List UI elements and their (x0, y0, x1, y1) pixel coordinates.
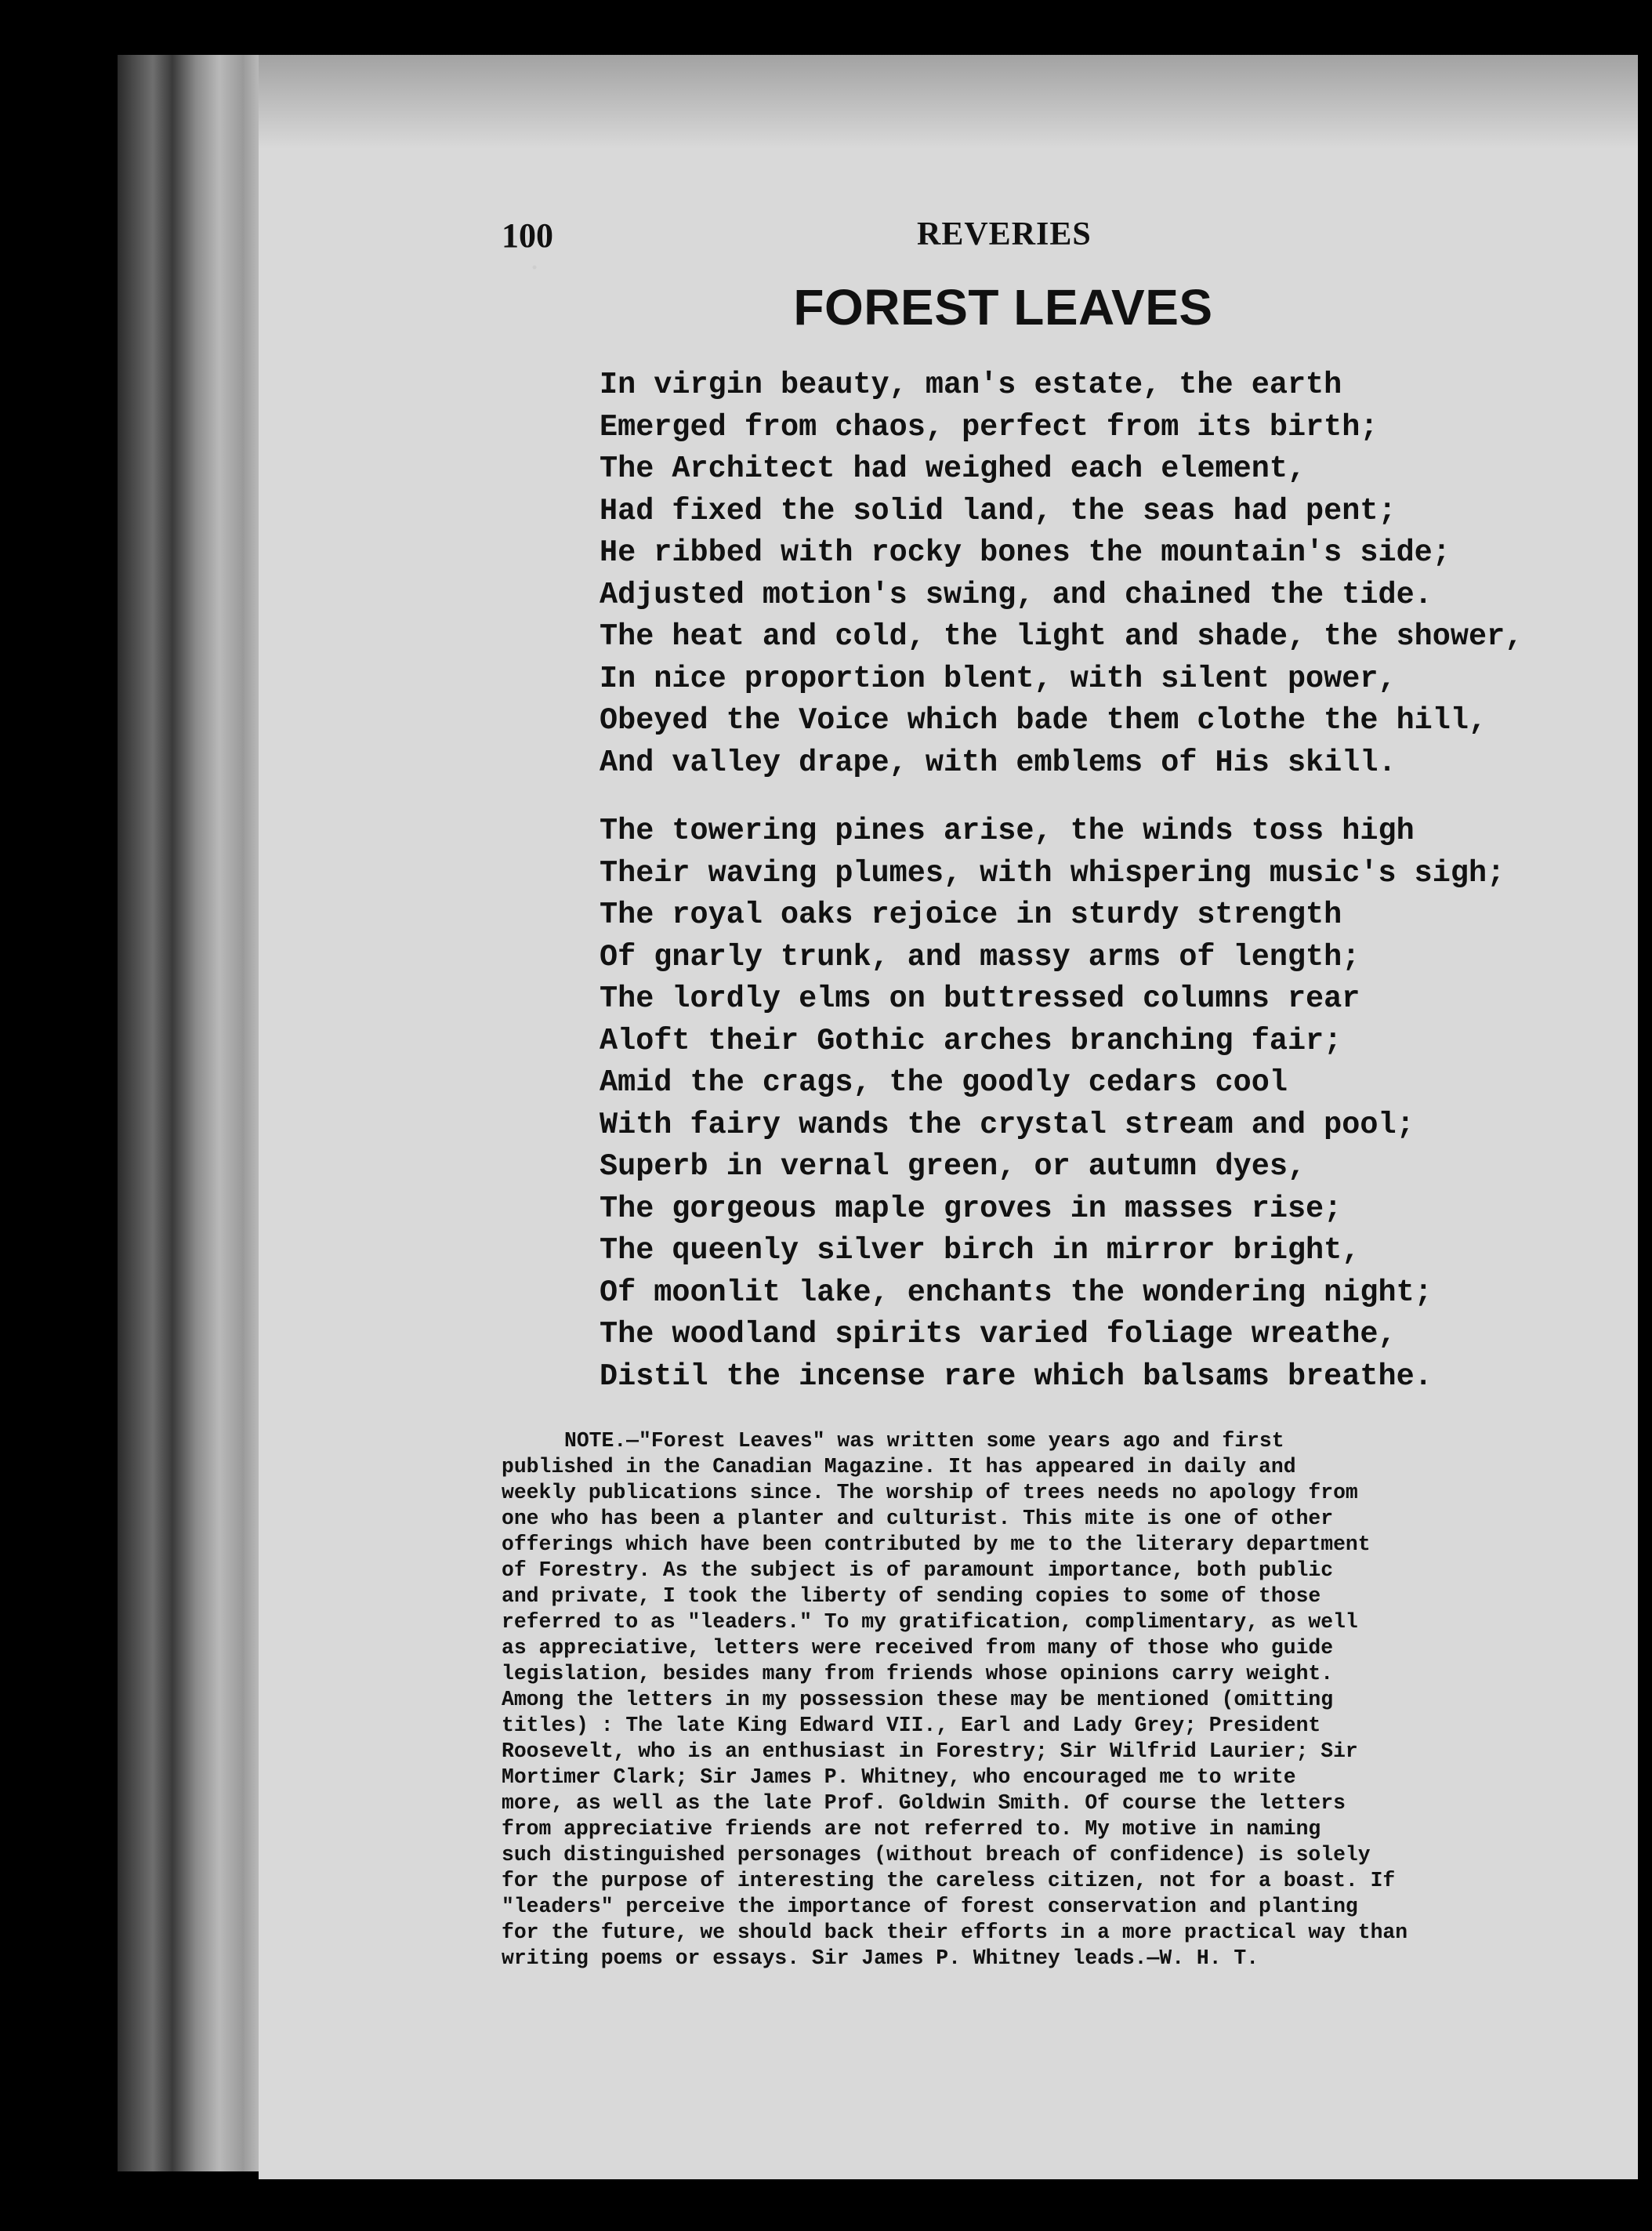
poem-title: FOREST LEAVES (793, 279, 1213, 336)
note-line: writing poems or essays. Sir James P. Whitney leads.—W. H. T. (502, 1946, 1259, 1970)
note-line: one who has been a planter and culturist. This mite is one of other (502, 1507, 1334, 1530)
poem-line: Of gnarly trunk, and massy arms of length; (600, 939, 1360, 974)
note-line: of Forestry. As the subject is of paramount importance, both public (502, 1558, 1334, 1582)
footnote (502, 1428, 1520, 1972)
poem-line: Their waving plumes, with whispering music's sigh; (600, 855, 1505, 891)
note-line: offerings which have been contributed by me to the literary department (502, 1533, 1371, 1556)
poem-line: The lordly elms on buttressed columns rear (600, 981, 1360, 1016)
poem-line: In virgin beauty, man's estate, the earth (600, 368, 1342, 402)
poem-line: In nice proportion blent, with silent power, (600, 661, 1397, 696)
note-line: Mortimer Clark; Sir James P. Whitney, who encouraged me to write (502, 1765, 1296, 1789)
note-line: weekly publications since. The worship of trees needs no apology from (502, 1481, 1358, 1504)
poem-line: Of moonlit lake, enchants the wondering night; (600, 1275, 1433, 1310)
poem-line: Superb in vernal green, or autumn dyes, (600, 1149, 1306, 1184)
poem-line: The Architect had weighed each element, (600, 452, 1306, 486)
poem-line: Amid the crags, the goodly cedars cool (600, 1065, 1288, 1100)
poem-body (600, 365, 1523, 1398)
page-number: 100 (502, 216, 553, 255)
note-line: published in the Canadian Magazine. It has appeared in daily and (502, 1455, 1296, 1478)
poem-stanza (600, 365, 1523, 784)
poem-line: And valley drape, with emblems of His skill. (600, 745, 1397, 780)
poem-line: The woodland spirits varied foliage wreathe, (600, 1317, 1397, 1351)
page-header (502, 216, 1505, 263)
note-line: "leaders" perceive the importance of forest conservation and planting (502, 1895, 1358, 1918)
poem-line: The gorgeous maple groves in masses rise; (600, 1191, 1342, 1226)
page-shadow (259, 55, 1638, 149)
poem-line: Obeyed the Voice which bade them clothe the hill, (600, 703, 1487, 738)
note-line: and private, I took the liberty of sending copies to some of those (502, 1584, 1321, 1608)
poem-line: Emerged from chaos, perfect from its birth; (600, 409, 1378, 444)
note-line: from appreciative friends are not referred to. My motive in naming (502, 1817, 1321, 1841)
poem-line: Distil the incense rare which balsams breathe. (600, 1359, 1433, 1394)
note-line: for the purpose of interesting the careless citizen, not for a boast. If (502, 1869, 1396, 1892)
note-line: for the future, we should back their efforts in a more practical way than (502, 1921, 1408, 1944)
note-line: such distinguished personages (without breach of confidence) is solely (502, 1843, 1371, 1866)
poem-line: Adjusted motion's swing, and chained the tide. (600, 577, 1433, 612)
note-line: NOTE.—"Forest Leaves" was written some years ago and first (564, 1429, 1284, 1453)
note-line: Among the letters in my possession these may be mentioned (omitting (502, 1688, 1334, 1711)
poem-line: The heat and cold, the light and shade, the shower, (600, 619, 1523, 654)
note-line: titles) : The late King Edward VII., Earl and Lady Grey; President (502, 1714, 1321, 1737)
poem-line: The towering pines arise, the winds toss high (600, 814, 1415, 848)
note-line: as appreciative, letters were received from many of those who guide (502, 1636, 1334, 1660)
poem-line: With fairy wands the crystal stream and pool; (600, 1107, 1415, 1142)
poem-line: The queenly silver birch in mirror bright, (600, 1233, 1360, 1268)
poem-line: Had fixed the solid land, the seas had pent; (600, 493, 1397, 528)
poem-line: He ribbed with rocky bones the mountain's side; (600, 535, 1451, 570)
note-line: Roosevelt, who is an enthusiast in Forestry; Sir Wilfrid Laurier; Sir (502, 1739, 1358, 1763)
poem-stanza (600, 811, 1516, 1398)
poem-line: The royal oaks rejoice in sturdy strength (600, 898, 1342, 932)
note-line: legislation, besides many from friends whose opinions carry weight. (502, 1662, 1334, 1685)
running-head: REVERIES (917, 216, 1092, 252)
note-line: more, as well as the late Prof. Goldwin Smith. Of course the letters (502, 1791, 1346, 1815)
poem-line: Aloft their Gothic arches branching fair; (600, 1023, 1342, 1058)
note-line: referred to as "leaders." To my gratification, complimentary, as well (502, 1610, 1358, 1634)
